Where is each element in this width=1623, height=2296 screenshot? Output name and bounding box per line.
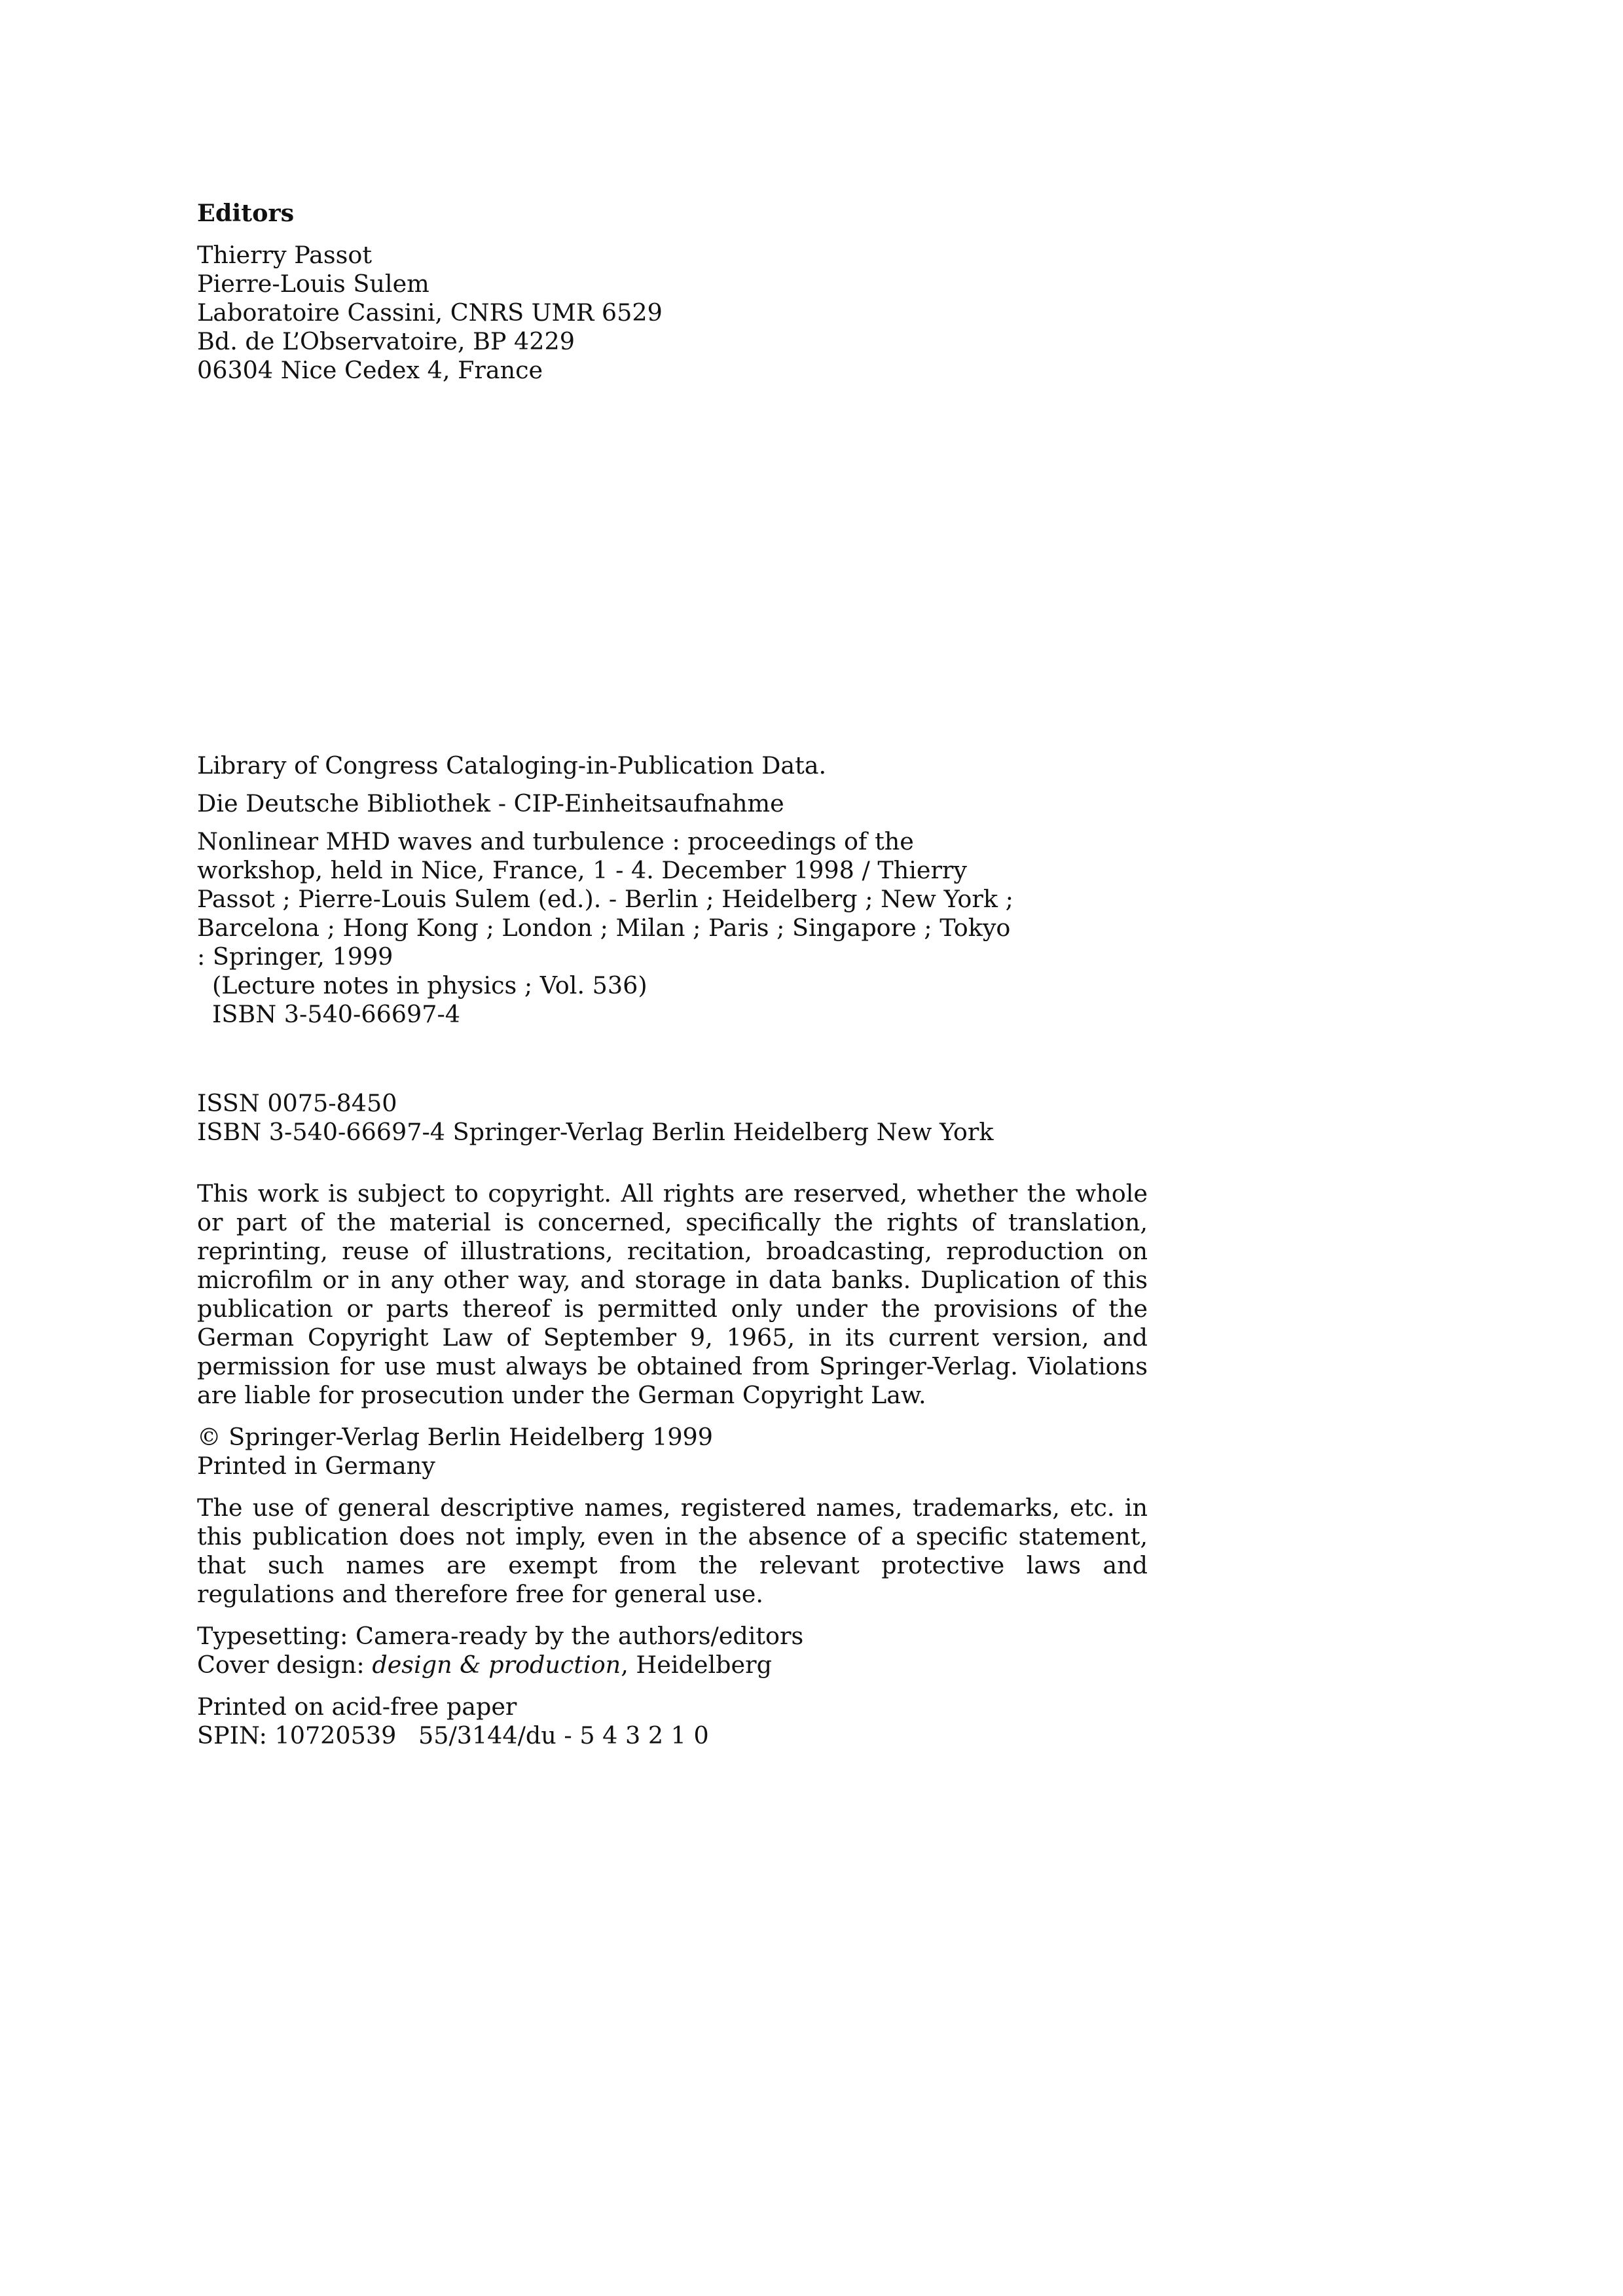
cover-design-label: Cover design: bbox=[197, 1651, 373, 1679]
editor-name: Thierry Passot bbox=[197, 241, 373, 269]
copyright-holder-block bbox=[197, 1423, 1148, 1480]
copyright-holder: © Springer-Verlag Berlin Heidelberg 1999 bbox=[197, 1423, 713, 1451]
dnb-cip-heading: Die Deutsche Bibliothek - CIP-Einheitsaufnahme bbox=[197, 789, 784, 817]
typesetting: Typesetting: Camera-ready by the authors/editors bbox=[197, 1622, 804, 1650]
production-block bbox=[197, 1622, 1148, 1679]
loc-cip-heading: Library of Congress Cataloging-in-Publication Data. bbox=[197, 751, 827, 780]
cip-entry-line: Barcelona ; Hong Kong ; London ; Milan ; Paris ; Singapore ; Tokyo bbox=[197, 914, 1011, 942]
acid-free-paper: Printed on acid-free paper bbox=[197, 1693, 517, 1721]
editor-address: Bd. de L’Observatoire, BP 4229 bbox=[197, 327, 575, 355]
copyright-notice: This work is subject to copyright. All rights are reserved, whether the whole or part of the material is concerned, specifically the rights of translation, reprinting, reuse of illustrations, recitation, broadcasting, reproduction on microfilm or in any other way, and storage in data banks. Duplication of this publication or parts thereof is permitted only under the provisions of the German Copyright Law of September 9, 1965, in its current version, and permission for use must always be obtained from Springer-Verlag. Violations are liable for prosecution under the German Copyright Law. bbox=[197, 1179, 1148, 1409]
cover-designer: design & production bbox=[372, 1651, 621, 1679]
spin-row bbox=[197, 1721, 1148, 1750]
cip-entry-line: Nonlinear MHD waves and turbulence : proceedings of the bbox=[197, 827, 914, 855]
print-code: 55/3144/du - 5 4 3 2 1 0 bbox=[418, 1721, 709, 1749]
printing-block bbox=[197, 1693, 1148, 1750]
editors-heading: Editors bbox=[197, 199, 295, 227]
isbn: ISBN 3-540-66697-4 Springer-Verlag Berlin Heidelberg New York bbox=[197, 1118, 994, 1146]
editor-affiliation: Laboratoire Cassini, CNRS UMR 6529 bbox=[197, 298, 663, 327]
trademark-notice: The use of general descriptive names, registered names, trademarks, etc. in this publication does not imply, even in the absence of a specific statement, that such names are exempt from the relevant protective laws and regulations and therefore free for general use. bbox=[197, 1494, 1148, 1608]
spin-number: SPIN: 10720539 bbox=[197, 1721, 397, 1749]
cover-design bbox=[197, 1651, 1148, 1679]
cip-entry-line: : Springer, 1999 bbox=[197, 942, 393, 971]
editors-block bbox=[197, 199, 1148, 385]
editor-name: Pierre-Louis Sulem bbox=[197, 270, 429, 298]
cataloging-block bbox=[197, 751, 1148, 1029]
issn: ISSN 0075-8450 bbox=[197, 1089, 397, 1117]
identifiers-block bbox=[197, 1089, 1148, 1147]
cip-entry-line: Passot ; Pierre-Louis Sulem (ed.). - Berlin ; Heidelberg ; New York ; bbox=[197, 885, 1013, 913]
cip-isbn: ISBN 3-540-66697-4 bbox=[212, 1000, 461, 1028]
printed-in: Printed in Germany bbox=[197, 1452, 435, 1480]
editor-address: 06304 Nice Cedex 4, France bbox=[197, 356, 543, 384]
cip-series: (Lecture notes in physics ; Vol. 536) bbox=[212, 971, 647, 999]
copyright-block bbox=[197, 1179, 1148, 1750]
cip-entry-line: workshop, held in Nice, France, 1 - 4. December 1998 / Thierry bbox=[197, 856, 968, 884]
cover-city: , Heidelberg bbox=[621, 1651, 772, 1679]
